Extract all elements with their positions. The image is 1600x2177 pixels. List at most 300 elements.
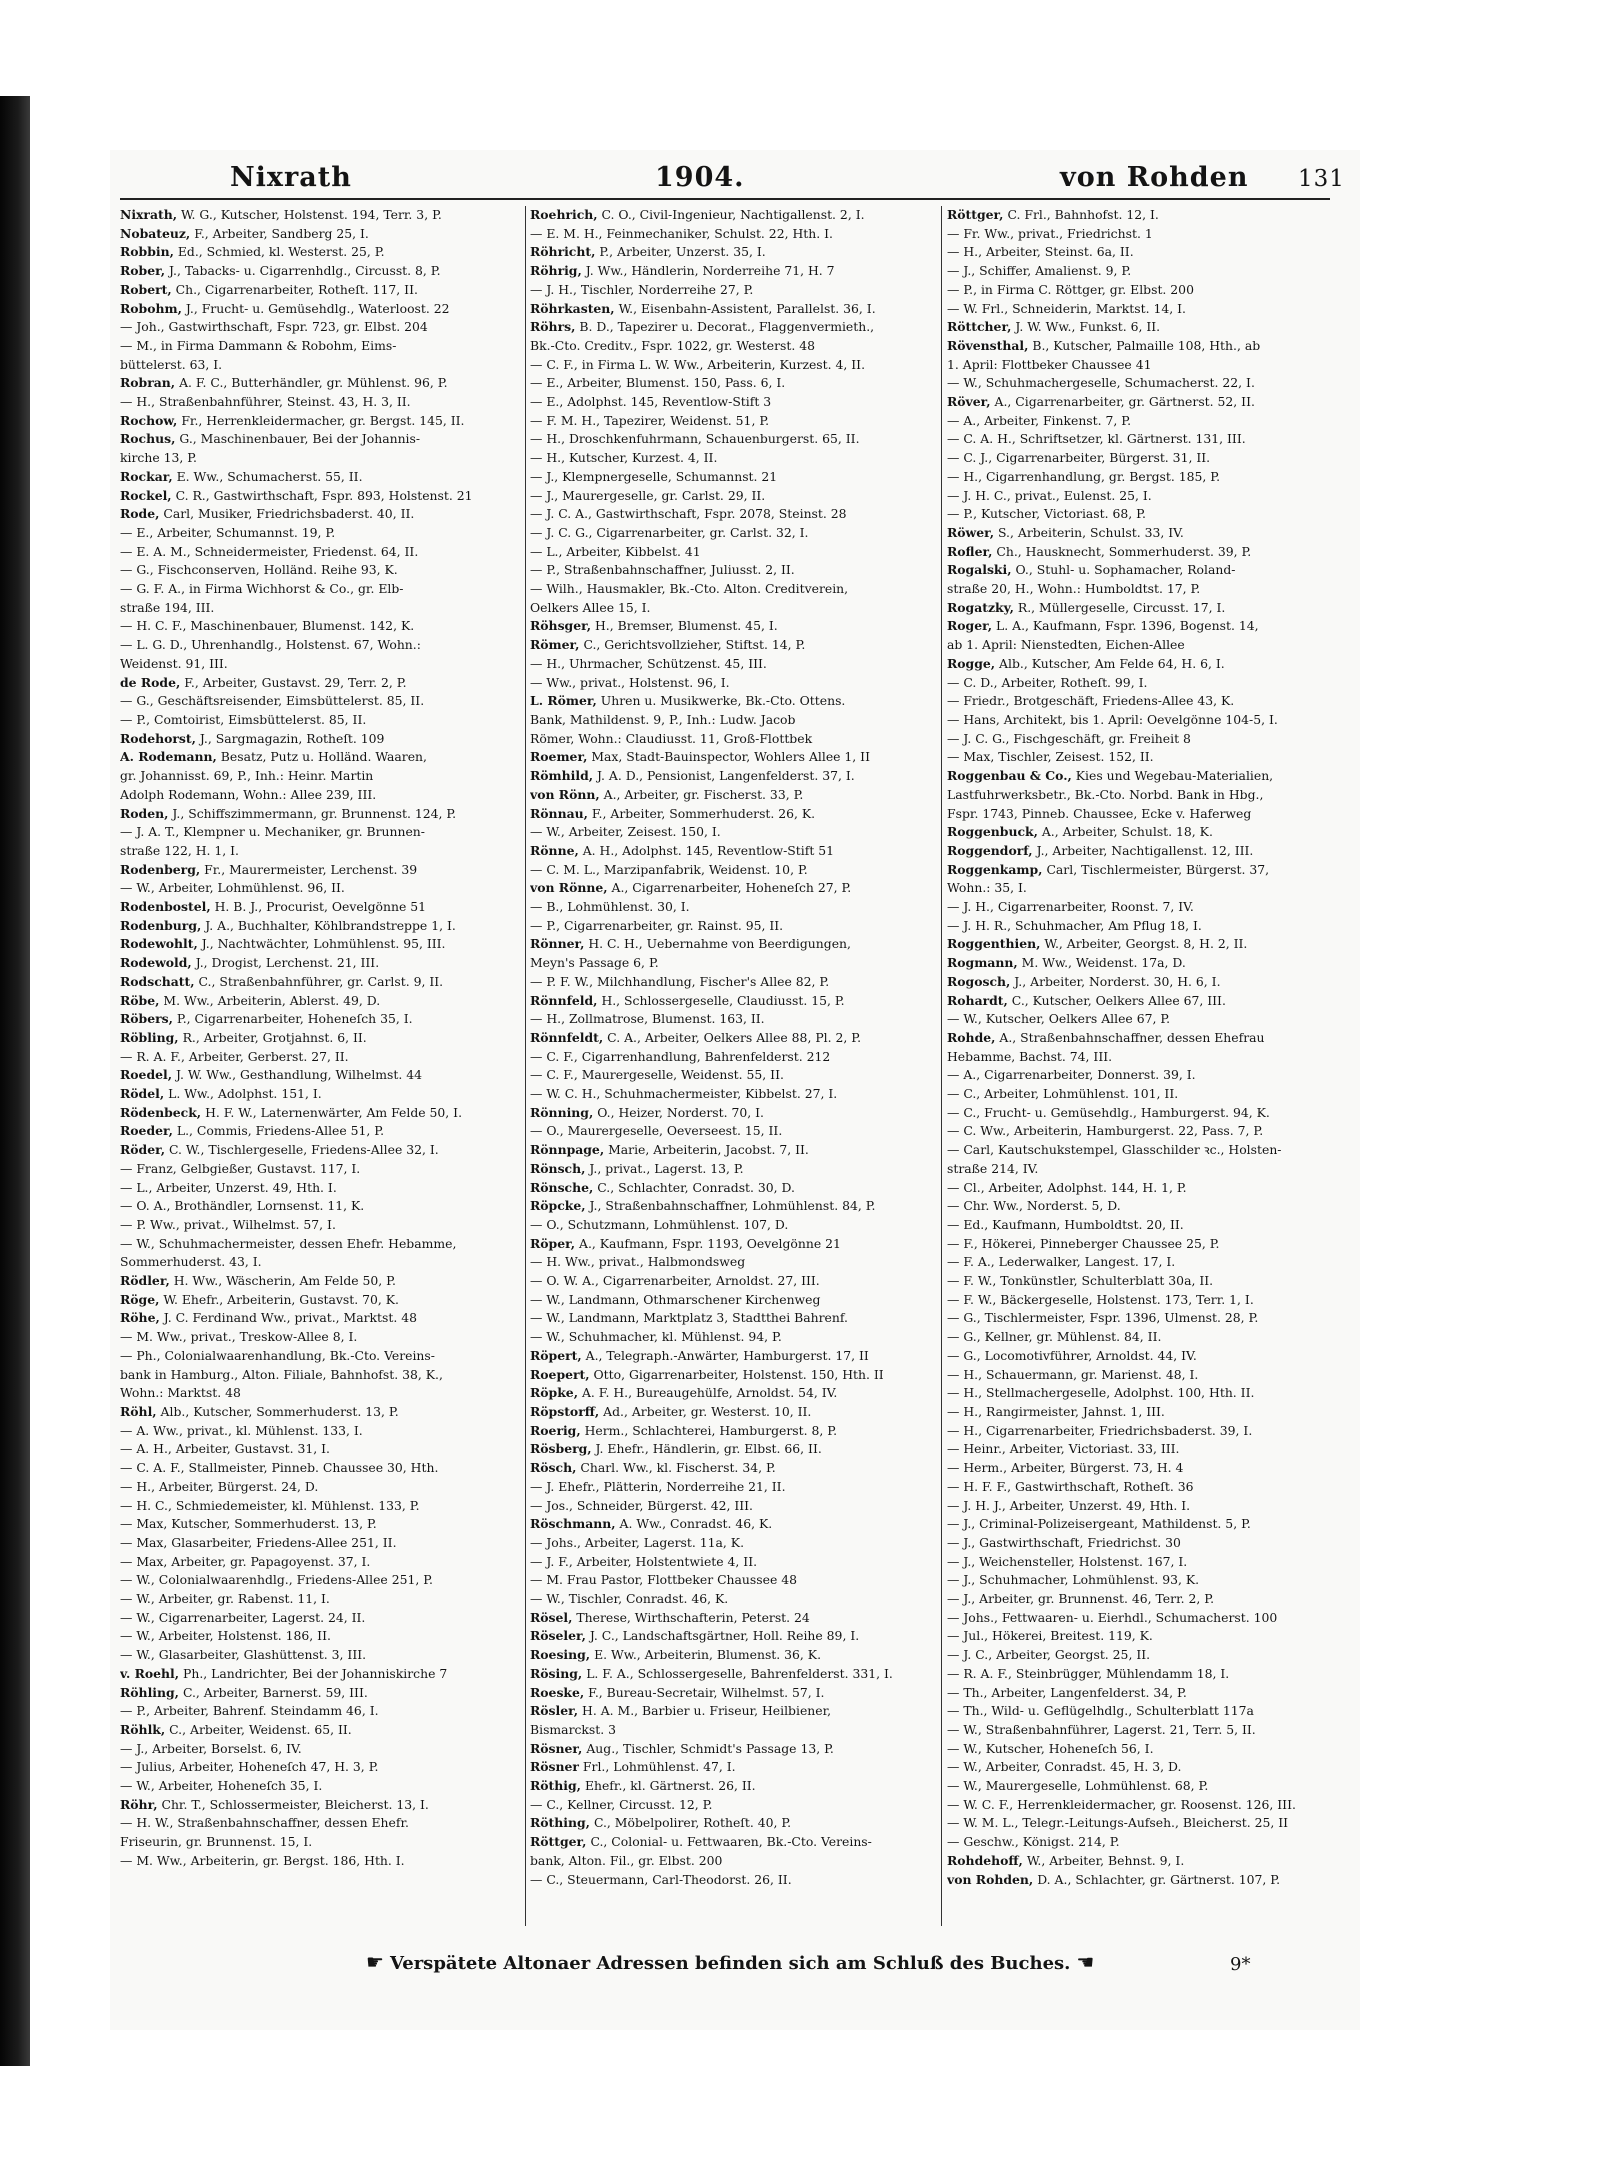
directory-entry <box>947 898 1347 917</box>
directory-entry <box>120 1309 520 1328</box>
entry-surname: Rode, <box>120 506 160 522</box>
entry-surname: Röhe, <box>120 1310 160 1326</box>
directory-entry <box>530 1235 935 1254</box>
directory-entry <box>530 430 935 449</box>
entry-surname: Roepert, <box>530 1366 590 1382</box>
entry-details: C., Arbeiter, Barnerst. 59, III. <box>182 1684 368 1700</box>
entry-details: — W., Arbeiter, Zeisest. 150, I. <box>530 824 721 840</box>
directory-entry <box>120 561 520 580</box>
header-right-keyword: von Rohden <box>1060 162 1249 193</box>
directory-entry <box>530 1627 935 1646</box>
directory-entry <box>530 1085 935 1104</box>
pointing-hand-icon: ☚ <box>1076 1950 1095 1974</box>
directory-entry <box>947 1721 1347 1740</box>
directory-entry <box>530 879 935 898</box>
entry-surname: Rohardt, <box>947 992 1008 1008</box>
directory-entry <box>120 1852 520 1871</box>
entry-surname: Roemer, <box>530 749 588 765</box>
directory-entry <box>947 1179 1347 1198</box>
directory-entry <box>530 1066 935 1085</box>
entry-details: — H., Arbeiter, Steinst. 6a, II. <box>947 244 1134 260</box>
entry-details: B. D., Tapezirer u. Decorat., Flaggenvermieth., <box>579 319 875 335</box>
directory-entry <box>530 487 935 506</box>
directory-entry <box>120 1291 520 1310</box>
entry-details: W., Eisenbahn-Assistent, Parallelst. 36, I. <box>618 300 876 316</box>
entry-surname: Rochow, <box>120 412 178 428</box>
entry-surname: Rofler, <box>947 543 993 559</box>
entry-details: F., Arbeiter, Sandberg 25, I. <box>194 225 369 241</box>
directory-entry <box>947 1571 1347 1590</box>
directory-entry <box>947 1347 1347 1366</box>
directory-entry <box>120 318 520 337</box>
entry-details: L. F. A., Schlossergeselle, Bahrenfelderst. 331, I. <box>586 1665 893 1681</box>
entry-details: Otto, Gigarrenarbeiter, Holstenst. 150, Hth. II <box>593 1366 884 1382</box>
entry-surname: Römhild, <box>530 768 594 784</box>
entry-surname: v. Roehl, <box>120 1665 180 1681</box>
directory-entry <box>530 1590 935 1609</box>
directory-entry <box>530 786 935 805</box>
directory-entry <box>530 1216 935 1235</box>
entry-details: — E. A. M., Schneidermeister, Friedenst. 64, II. <box>120 543 419 559</box>
entry-surname: Röbe, <box>120 992 160 1008</box>
entry-surname: Rösler, <box>530 1703 579 1719</box>
directory-entry <box>947 842 1347 861</box>
column-divider <box>941 206 942 1926</box>
entry-details: O., Stuhl- u. Sophamacher, Roland- <box>1015 562 1236 578</box>
directory-entry <box>120 487 520 506</box>
directory-entry <box>120 730 520 749</box>
entry-details: — P., Comtoirist, Eimsbüttelerst. 85, II. <box>120 711 367 727</box>
entry-surname: Röver, <box>947 394 991 410</box>
directory-entry <box>947 468 1347 487</box>
directory-entry <box>530 1197 935 1216</box>
entry-details: J., Frucht- u. Gemüsehdlg., Waterloost. 22 <box>185 300 450 316</box>
entry-surname: Rösner <box>530 1759 579 1775</box>
entry-details: — W., Schuhmacher, kl. Mühlenst. 94, P. <box>530 1329 782 1345</box>
entry-surname: Röttcher, <box>947 319 1012 335</box>
directory-entry <box>947 1440 1347 1459</box>
entry-details: — R. A. F., Steinbrügger, Mühlendamm 18, I. <box>947 1665 1230 1681</box>
directory-entry <box>947 1197 1347 1216</box>
entry-details: A., Cigarrenarbeiter, Hoheneſch 27, P. <box>611 880 852 896</box>
entry-details: Ch., Hausknecht, Sommerhuderst. 39, P. <box>996 543 1252 559</box>
entry-details: W. Ehefr., Arbeiterin, Gustavst. 70, K. <box>163 1291 399 1307</box>
entry-details: J. A., Buchhalter, Köhlbrandstreppe 1, I. <box>205 917 456 933</box>
directory-entry <box>530 412 935 431</box>
directory-entry <box>530 1852 935 1871</box>
entry-details: — H. C. F., Maschinenbauer, Blumenst. 142, K. <box>120 618 415 634</box>
directory-entry <box>947 1833 1347 1852</box>
directory-entry <box>947 1328 1347 1347</box>
directory-entry <box>530 861 935 880</box>
entry-details: B., Kutscher, Palmaille 108, Hth., ab <box>1032 337 1261 353</box>
directory-entry <box>530 1253 935 1272</box>
entry-surname: Röhl, <box>120 1404 157 1419</box>
directory-entry <box>530 1328 935 1347</box>
entry-details: J., Schiffszimmermann, gr. Brunnenst. 124, P. <box>172 805 457 821</box>
directory-entry <box>530 300 935 319</box>
directory-entry <box>530 898 935 917</box>
entry-surname: Rockar, <box>120 468 173 484</box>
entry-details: — G., Kellner, gr. Mühlenst. 84, II. <box>947 1329 1162 1345</box>
entry-details: — C., Frucht- u. Gemüsehdlg., Hamburgerst. 94, K. <box>947 1104 1270 1120</box>
entry-surname: Römer, <box>530 637 580 653</box>
directory-entry <box>530 1571 935 1590</box>
entry-details: — G., Tischlermeister, Fspr. 1396, Ulmenst. 28, P. <box>947 1310 1259 1326</box>
directory-entry <box>947 1646 1347 1665</box>
directory-entry <box>120 1571 520 1590</box>
entry-details: H., Bremser, Blumenst. 45, I. <box>595 618 778 634</box>
directory-entry <box>120 711 520 730</box>
entry-surname: Roggenbau & Co., <box>947 768 1072 784</box>
entry-surname: Roeder, <box>120 1123 173 1139</box>
directory-entry <box>947 225 1347 244</box>
entry-details: J., Straßenbahnschaffner, Lohmühlenst. 84, P. <box>589 1198 876 1214</box>
entry-details: ab 1. April: Nienstedten, Eichen-Allee <box>947 637 1185 653</box>
entry-details: A., Straßenbahnschaffner, dessen Ehefrau <box>999 1029 1265 1045</box>
directory-entry <box>120 823 520 842</box>
directory-entry <box>530 636 935 655</box>
entry-details: bank in Hamburg., Alton. Filiale, Bahnhofst. 38, K., <box>120 1366 443 1382</box>
entry-details: — A., Cigarrenarbeiter, Donnerst. 39, I. <box>947 1067 1196 1083</box>
entry-details: E. Ww., Arbeiterin, Blumenst. 36, K. <box>594 1647 822 1663</box>
entry-details: Sommerhuderst. 43, I. <box>120 1254 262 1270</box>
directory-entry <box>120 337 520 356</box>
entry-details: — W., Arbeiter, Hoheneſch 35, I. <box>120 1778 323 1794</box>
directory-entry <box>530 842 935 861</box>
entry-details: — E. M. H., Feinmechaniker, Schulst. 22, Hth. I. <box>530 225 833 241</box>
entry-details: — M., in Firma Dammann & Robohm, Eims- <box>120 337 397 353</box>
entry-details: Oelkers Allee 15, I. <box>530 599 651 615</box>
entry-details: — H., Cigarrenhandlung, gr. Bergst. 185, P. <box>947 468 1221 484</box>
directory-entry <box>530 1534 935 1553</box>
entry-details: H. B. J., Procurist, Oevelgönne 51 <box>214 899 427 915</box>
directory-entry <box>120 430 520 449</box>
entry-details: Chr. T., Schlossermeister, Bleicherst. 13, I. <box>161 1796 429 1812</box>
entry-details: — C. A. F., Stallmeister, Pinneb. Chaussee 30, Hth. <box>120 1460 439 1476</box>
directory-entry <box>947 767 1347 786</box>
directory-entry <box>530 655 935 674</box>
directory-entry <box>947 711 1347 730</box>
entry-details: — H., Cigarrenarbeiter, Friedrichsbaderst. 39, I. <box>947 1422 1253 1438</box>
entry-details: A., Telegraph.-Anwärter, Hamburgerst. 17, II <box>585 1347 869 1363</box>
directory-entry <box>947 1235 1347 1254</box>
entry-details: — J. C. G., Fischgeschäft, gr. Freiheit 8 <box>947 730 1191 746</box>
entry-surname: Röseler, <box>530 1628 586 1644</box>
directory-entry <box>530 1497 935 1516</box>
directory-entry <box>530 973 935 992</box>
entry-details: A., Cigarrenarbeiter, gr. Gärtnerst. 52, II. <box>994 394 1255 410</box>
entry-details: C. O., Civil-Ingenieur, Nachtigallenst. 2, I. <box>601 207 865 222</box>
entry-surname: Rösberg, <box>530 1441 592 1457</box>
entry-details: — W. C. F., Herrenkleidermacher, gr. Roosenst. 126, III. <box>947 1796 1296 1812</box>
entry-surname: Rövensthal, <box>947 337 1029 353</box>
directory-entry <box>530 1871 935 1890</box>
entry-details: — H., Droschkenfuhrmann, Schauenburgerst. 65, II. <box>530 431 860 447</box>
entry-details: — G. F. A., in Firma Wichhorst & Co., gr. Elb- <box>120 581 404 597</box>
entry-details: Max, Stadt-Bauinspector, Wohlers Allee 1, II <box>591 749 870 765</box>
entry-details: — Johs., Arbeiter, Lagerst. 11a, K. <box>530 1534 745 1550</box>
directory-entry <box>120 1122 520 1141</box>
entry-surname: Röhrs, <box>530 319 576 335</box>
directory-entry <box>947 524 1347 543</box>
entry-details: — C., Kellner, Circusst. 12, P. <box>530 1796 713 1812</box>
entry-details: P., Arbeiter, Unzerst. 35, I. <box>599 244 766 260</box>
entry-surname: Rödel, <box>120 1086 165 1102</box>
directory-entry <box>947 617 1347 636</box>
entry-surname: Röder, <box>120 1142 166 1158</box>
entry-details: — J. A. T., Klempner u. Mechaniker, gr. Brunnen- <box>120 824 425 840</box>
entry-details: — Max, Arbeiter, gr. Papagoyenst. 37, I. <box>120 1553 371 1569</box>
entry-surname: von Rönne, <box>530 880 608 896</box>
entry-details: — Ph., Colonialwaarenhandlung, Bk.-Cto. Vereins- <box>120 1347 435 1363</box>
entry-details: — W. C. H., Schuhmachermeister, Kibbelst. 27, I. <box>530 1086 838 1102</box>
directory-entry <box>120 1440 520 1459</box>
directory-entry <box>947 954 1347 973</box>
directory-entry <box>530 543 935 562</box>
entry-surname: von Rohden, <box>947 1871 1034 1887</box>
entry-details: Marie, Arbeiterin, Jacobst. 7, II. <box>608 1142 809 1158</box>
directory-entry <box>120 524 520 543</box>
directory-entry <box>947 599 1347 618</box>
directory-entry <box>530 1384 935 1403</box>
directory-entry <box>947 1459 1347 1478</box>
entry-details: — O. A., Brothändler, Lornsenst. 11, K. <box>120 1198 365 1214</box>
directory-entry <box>120 468 520 487</box>
entry-details: J., privat., Lagerst. 13, P. <box>589 1160 744 1176</box>
directory-entry <box>947 1048 1347 1067</box>
directory-entry <box>947 1085 1347 1104</box>
directory-entry <box>947 1384 1347 1403</box>
entry-details: Adolph Rodemann, Wohn.: Allee 239, III. <box>120 786 377 802</box>
entry-details: J., Arbeiter, Norderst. 30, H. 6, I. <box>1014 973 1221 989</box>
directory-entry <box>120 599 520 618</box>
entry-details: — A. Ww., privat., kl. Mühlenst. 133, I. <box>120 1422 363 1438</box>
entry-details: C., Schlachter, Conradst. 30, D. <box>597 1179 795 1195</box>
directory-entry <box>120 1422 520 1441</box>
entry-surname: Röthig, <box>530 1778 581 1794</box>
entry-details: C. W., Tischlergeselle, Friedens-Allee 32, I. <box>169 1142 439 1158</box>
directory-entry <box>947 449 1347 468</box>
entry-details: — H. F. F., Gastwirthschaft, Rotheſt. 36 <box>947 1478 1194 1494</box>
directory-entry <box>120 1104 520 1123</box>
entry-details: — C. F., Maurergeselle, Weidenst. 55, II. <box>530 1067 784 1083</box>
directory-entry <box>947 487 1347 506</box>
directory-entry <box>120 879 520 898</box>
entry-details: — Joh., Gastwirthschaft, Fspr. 723, gr. Elbst. 204 <box>120 319 428 335</box>
directory-entry <box>530 1347 935 1366</box>
entry-details: — P., Straßenbahnschaffner, Juliusst. 2, II. <box>530 562 795 578</box>
directory-entry <box>530 1366 935 1385</box>
directory-entry <box>947 786 1347 805</box>
entry-details: A., Arbeiter, Schulst. 18, K. <box>1041 824 1213 840</box>
entry-details: F., Bureau-Secretair, Wilhelmst. 57, I. <box>588 1684 825 1700</box>
entry-details: — W., Schuhmachermeister, dessen Ehefr. Hebamme, <box>120 1235 457 1251</box>
entry-details: Fspr. 1743, Pinneb. Chaussee, Ecke v. Haferweg <box>947 805 1252 821</box>
entry-surname: Nobateuz, <box>120 225 191 241</box>
directory-entry <box>530 1459 935 1478</box>
entry-surname: Röhr, <box>120 1796 158 1812</box>
entry-details: — H. W., Straßenbahnschaffner, dessen Ehefr. <box>120 1815 409 1831</box>
entry-details: — H., Kutscher, Kurzest. 4, II. <box>530 450 718 466</box>
entry-surname: Rönsch, <box>530 1160 586 1176</box>
directory-entry <box>120 543 520 562</box>
entry-details: Aug., Tischler, Schmidt's Passage 13, P. <box>586 1740 834 1756</box>
directory-entry <box>947 879 1347 898</box>
entry-details: — J. H., Tischler, Norderreihe 27, P. <box>530 281 754 297</box>
entry-details: — W., Cigarrenarbeiter, Lagerst. 24, II. <box>120 1609 366 1625</box>
entry-surname: Rönsche, <box>530 1179 594 1195</box>
entry-details: — Geschw., Königst. 214, P. <box>947 1834 1120 1850</box>
footer-text: Verspätete Altonaer Adressen befinden sich am Schluß des Buches. <box>389 1953 1071 1974</box>
entry-details: — G., Geschäftsreisender, Eimsbüttelerst. 85, II. <box>120 693 425 709</box>
directory-entry <box>947 823 1347 842</box>
directory-entry <box>120 1197 520 1216</box>
entry-details: — B., Lohmühlenst. 30, I. <box>530 899 690 915</box>
entry-details: — E., Adolphst. 145, Reventlow-Stift 3 <box>530 394 772 410</box>
directory-entry <box>530 617 935 636</box>
entry-details: — G., Locomotivführer, Arnoldst. 44, IV. <box>947 1347 1197 1363</box>
directory-entry <box>947 356 1347 375</box>
directory-entry <box>120 1179 520 1198</box>
entry-details: — Jos., Schneider, Bürgerst. 42, III. <box>530 1497 753 1513</box>
entry-details: J. C. Ferdinand Ww., privat., Marktst. 48 <box>163 1310 417 1326</box>
entry-surname: Robran, <box>120 375 176 391</box>
entry-details: — W., Kutscher, Hoheneſch 56, I. <box>947 1740 1154 1756</box>
entry-surname: Rohdehoff, <box>947 1852 1023 1868</box>
entry-details: — J., Schiffer, Amalienst. 9, P. <box>947 263 1132 279</box>
directory-entry <box>530 1646 935 1665</box>
entry-details: J., Drogist, Lerchenst. 21, III. <box>195 955 380 971</box>
entry-details: — Friedr., Brotgeschäft, Friedens-Allee 43, K. <box>947 693 1235 709</box>
directory-entry <box>120 1272 520 1291</box>
directory-entry <box>530 281 935 300</box>
entry-details: Bk.-Cto. Creditv., Fspr. 1022, gr. Westerst. 48 <box>530 337 816 353</box>
entry-surname: Roehrich, <box>530 207 598 222</box>
entry-details: Hebamme, Bachst. 74, III. <box>947 1048 1113 1064</box>
directory-entry <box>530 805 935 824</box>
entry-details: — Th., Arbeiter, Langenfelderst. 34, P. <box>947 1684 1187 1700</box>
entry-details: Bank, Mathildenst. 9, P., Inh.: Ludw. Jacob <box>530 711 796 727</box>
entry-details: — J., Gastwirthschaft, Friedrichst. 30 <box>947 1534 1181 1550</box>
entry-surname: Roden, <box>120 805 169 821</box>
entry-surname: Roggenkamp, <box>947 861 1043 877</box>
entry-surname: Röbling, <box>120 1029 179 1045</box>
entry-surname: Robbin, <box>120 244 174 260</box>
entry-details: W. G., Kutscher, Holstenst. 194, Terr. 3, P. <box>180 207 442 222</box>
directory-entry <box>120 1048 520 1067</box>
entry-surname: Rönner, <box>530 936 585 952</box>
entry-details: F., Arbeiter, Gustavst. 29, Terr. 2, P. <box>184 674 407 690</box>
entry-surname: Rodenbostel, <box>120 899 211 915</box>
entry-details: W., Arbeiter, Behnst. 9, I. <box>1026 1852 1185 1868</box>
entry-details: J., Arbeiter, Nachtigallenst. 12, III. <box>1036 842 1254 858</box>
entry-details: Ed., Schmied, kl. Westerst. 25, P. <box>177 244 385 260</box>
directory-entry <box>530 1721 935 1740</box>
entry-details: J. Ww., Händlerin, Norderreihe 71, H. 7 <box>585 263 835 279</box>
entry-details: straße 20, H., Wohn.: Humboldtst. 17, P. <box>947 581 1201 597</box>
column-3 <box>947 206 1347 1946</box>
directory-entry <box>947 1497 1347 1516</box>
directory-entry <box>120 1590 520 1609</box>
directory-entry <box>947 655 1347 674</box>
directory-entry <box>530 692 935 711</box>
entry-details: M. Ww., Weidenst. 17a, D. <box>1021 955 1186 971</box>
entry-details: — J. H. J., Arbeiter, Unzerst. 49, Hth. I. <box>947 1497 1191 1513</box>
entry-details: — W., Arbeiter, Lohmühlenst. 96, II. <box>120 880 345 896</box>
directory-entry <box>120 935 520 954</box>
entry-surname: Rönning, <box>530 1104 594 1120</box>
directory-entry <box>530 1609 935 1628</box>
directory-entry <box>120 1010 520 1029</box>
directory-entry <box>120 1085 520 1104</box>
directory-entry <box>120 1515 520 1534</box>
directory-entry <box>530 318 935 337</box>
directory-entry <box>947 262 1347 281</box>
entry-details: A., Kaufmann, Fspr. 1193, Oevelgönne 21 <box>579 1235 841 1251</box>
entry-details: kirche 13, P. <box>120 450 197 466</box>
column-1 <box>120 206 520 1946</box>
entry-details: Römer, Wohn.: Claudiusst. 11, Groß-Flottbek <box>530 730 813 746</box>
directory-entry <box>530 468 935 487</box>
directory-entry <box>120 1347 520 1366</box>
binding-edge <box>0 96 30 2066</box>
entry-surname: Rohde, <box>947 1029 996 1045</box>
directory-entry <box>530 1478 935 1497</box>
entry-details: — O., Schutzmann, Lohmühlenst. 107, D. <box>530 1216 789 1232</box>
directory-entry <box>947 374 1347 393</box>
entry-details: — O., Maurergeselle, Oeverseest. 15, II. <box>530 1123 783 1139</box>
entry-surname: Roeske, <box>530 1684 585 1700</box>
directory-entry <box>947 393 1347 412</box>
directory-entry <box>120 954 520 973</box>
entry-details: — C. J., Cigarrenarbeiter, Bürgerst. 31, II. <box>947 450 1211 466</box>
entry-details: O., Heizer, Norderst. 70, I. <box>597 1104 764 1120</box>
directory-entry <box>530 243 935 262</box>
entry-details: S., Arbeiterin, Schulst. 33, IV. <box>998 524 1184 540</box>
entry-details: — Franz, Gelbgießer, Gustavst. 117, I. <box>120 1160 361 1176</box>
entry-details: — H., Straßenbahnführer, Steinst. 43, H. 3, II. <box>120 394 411 410</box>
entry-surname: Röttger, <box>947 207 1004 222</box>
directory-entry <box>530 935 935 954</box>
directory-entry <box>120 356 520 375</box>
entry-surname: Röbers, <box>120 1011 173 1027</box>
entry-surname: Rogge, <box>947 655 996 671</box>
entry-details: Therese, Wirthschafterin, Peterst. 24 <box>576 1609 810 1625</box>
directory-entry <box>120 655 520 674</box>
entry-details: — M. Ww., Arbeiterin, gr. Bergst. 186, Hth. I. <box>120 1852 405 1868</box>
directory-entry <box>947 1777 1347 1796</box>
entry-surname: de Rode, <box>120 674 181 690</box>
entry-surname: Roggenthien, <box>947 936 1041 952</box>
entry-details: — Julius, Arbeiter, Hoheneſch 47, H. 3, P. <box>120 1759 379 1775</box>
directory-entry <box>120 805 520 824</box>
directory-entry <box>120 617 520 636</box>
entry-details: — P. Ww., privat., Wilhelmst. 57, I. <box>120 1216 336 1232</box>
directory-entry <box>120 1553 520 1572</box>
directory-entry <box>530 449 935 468</box>
entry-details: 1. April: Flottbeker Chaussee 41 <box>947 356 1152 372</box>
directory-entry <box>947 412 1347 431</box>
directory-entry <box>120 1665 520 1684</box>
header-rule <box>120 198 1330 200</box>
directory-entry <box>947 1272 1347 1291</box>
entry-surname: Nixrath, <box>120 207 178 222</box>
directory-entry <box>120 1366 520 1385</box>
directory-entry <box>947 1478 1347 1497</box>
directory-entry <box>120 374 520 393</box>
entry-details: — Max, Kutscher, Sommerhuderst. 13, P. <box>120 1516 377 1532</box>
